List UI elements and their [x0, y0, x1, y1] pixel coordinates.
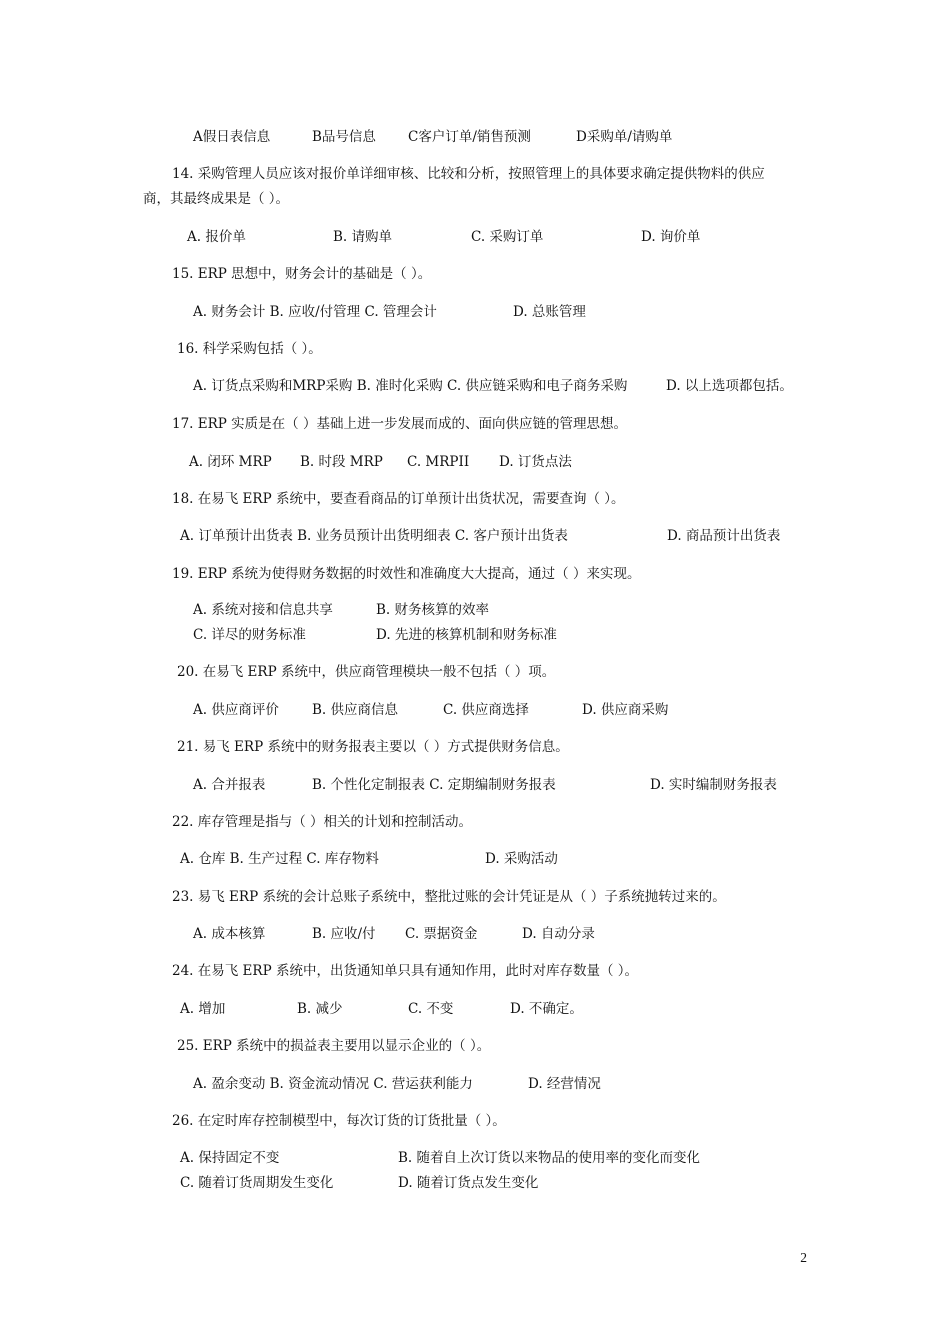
q14-option-d: D. 询价单: [641, 229, 701, 245]
q19-option-b: B. 财务核算的效率: [376, 602, 490, 618]
q21-options-bc: B. 个性化定制报表 C. 定期编制财务报表: [312, 777, 556, 793]
q24-option-c: C. 不变: [408, 1001, 454, 1017]
q23-option-a: A. 成本核算: [193, 926, 266, 942]
q13-option-a: A假日表信息: [193, 129, 271, 145]
q23-option-b: B. 应收/付: [312, 926, 376, 942]
q25-option-d: D. 经营情况: [528, 1076, 601, 1092]
q14-option-a: A. 报价单: [187, 229, 246, 245]
q13-option-b: B品号信息: [312, 129, 376, 145]
q20-option-d: D. 供应商采购: [582, 702, 669, 718]
q14-question-line1: 14. 采购管理人员应该对报价单详细审核、比较和分析，按照管理上的具体要求确定提供物料的供应: [172, 166, 765, 182]
q17-option-b: B. 时段 MRP: [300, 454, 383, 470]
q17-question: 17. ERP 实质是在（ ）基础上进一步发展而成的、面向供应链的管理思想。: [172, 416, 627, 432]
q20-question: 20. 在易飞 ERP 系统中，供应商管理模块一般不包括（ ）项。: [177, 664, 556, 680]
q21-question: 21. 易飞 ERP 系统中的财务报表主要以（ ）方式提供财务信息。: [177, 739, 569, 755]
q24-option-d: D. 不确定。: [510, 1001, 583, 1017]
q23-question: 23. 易飞 ERP 系统的会计总账子系统中，整批过账的会计凭证是从（ ）子系统抛转过来的。: [172, 889, 726, 905]
q14-option-b: B. 请购单: [333, 229, 393, 245]
q20-option-c: C. 供应商选择: [443, 702, 529, 718]
q19-option-d: D. 先进的核算机制和财务标准: [376, 627, 557, 643]
q16-question: 16. 科学采购包括（ ）。: [177, 341, 322, 357]
q25-question: 25. ERP 系统中的损益表主要用以显示企业的（ ）。: [177, 1038, 491, 1054]
q26-option-d: D. 随着订货点发生变化: [398, 1175, 539, 1191]
q19-question: 19. ERP 系统为使得财务数据的时效性和准确度大大提高，通过（ ）来实现。: [172, 566, 641, 582]
q22-option-d: D. 采购活动: [485, 851, 558, 867]
q24-option-b: B. 减少: [297, 1001, 343, 1017]
q22-options-abc: A. 仓库 B. 生产过程 C. 库存物料: [180, 851, 379, 867]
q24-option-a: A. 增加: [180, 1001, 226, 1017]
q17-option-c: C. MRPII: [407, 454, 470, 470]
q13-option-c: C客户订单/销售预测: [408, 129, 531, 145]
q23-option-c: C. 票据资金: [405, 926, 478, 942]
q18-option-d: D. 商品预计出货表: [667, 528, 781, 544]
q14-option-c: C. 采购订单: [471, 229, 544, 245]
q15-option-d: D. 总账管理: [513, 304, 586, 320]
q15-question: 15. ERP 思想中，财务会计的基础是（ ）。: [172, 266, 432, 282]
q24-question: 24. 在易飞 ERP 系统中，出货通知单只具有通知作用，此时对库存数量（ ）。: [172, 963, 638, 979]
q21-option-d: D. 实时编制财务报表: [650, 777, 777, 793]
q16-option-d: D. 以上选项都包括。: [666, 378, 793, 394]
q17-option-a: A. 闭环 MRP: [189, 454, 272, 470]
q26-question: 26. 在定时库存控制模型中，每次订货的订货批量（ ）。: [172, 1113, 506, 1129]
q17-option-d: D. 订货点法: [499, 454, 572, 470]
page-number: 2: [800, 1250, 807, 1265]
q26-option-a: A. 保持固定不变: [180, 1150, 280, 1166]
q23-option-d: D. 自动分录: [522, 926, 595, 942]
q16-options-abc: A. 订货点采购和MRP采购 B. 准时化采购 C. 供应链采购和电子商务采购: [193, 378, 628, 394]
q21-option-a: A. 合并报表: [193, 777, 266, 793]
q14-question-line2: 商，其最终成果是（ ）。: [143, 191, 290, 207]
q26-option-c: C. 随着订货周期发生变化: [180, 1175, 334, 1191]
q20-option-a: A. 供应商评价: [193, 702, 279, 718]
q13-option-d: D采购单/请购单: [576, 129, 673, 145]
q25-options-abc: A. 盈余变动 B. 资金流动情况 C. 营运获利能力: [193, 1076, 473, 1092]
q18-question: 18. 在易飞 ERP 系统中，要查看商品的订单预计出货状况，需要查询（ ）。: [172, 491, 625, 507]
q18-options-abc: A. 订单预计出货表 B. 业务员预计出货明细表 C. 客户预计出货表: [180, 528, 568, 544]
q19-option-c: C. 详尽的财务标准: [193, 627, 306, 643]
q22-question: 22. 库存管理是指与（ ）相关的计划和控制活动。: [172, 814, 473, 830]
q15-options-abc: A. 财务会计 B. 应收/付管理 C. 管理会计: [193, 304, 437, 320]
q26-option-b: B. 随着自上次订货以来物品的使用率的变化而变化: [398, 1150, 701, 1166]
q19-option-a: A. 系统对接和信息共享: [193, 602, 333, 618]
q20-option-b: B. 供应商信息: [312, 702, 399, 718]
